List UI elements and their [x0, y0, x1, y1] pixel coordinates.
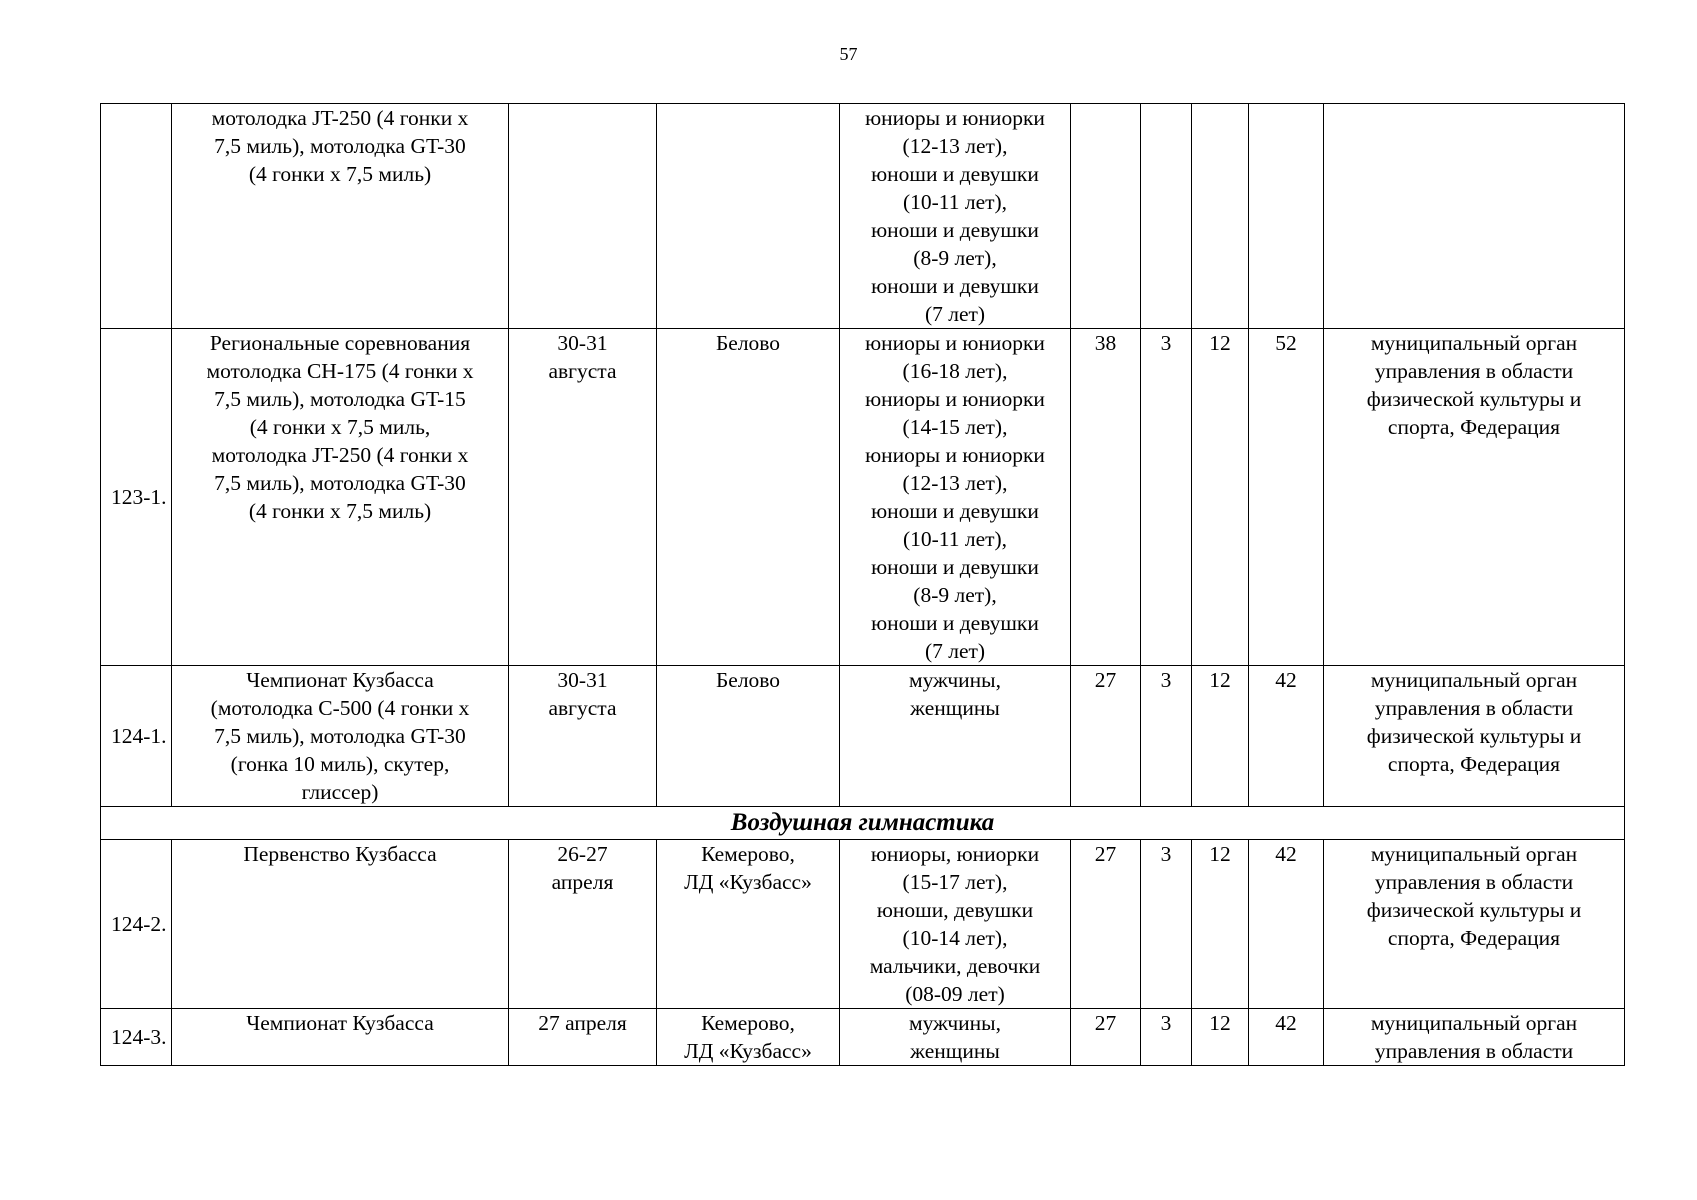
organizer-cell-line: управления в области [1374, 870, 1574, 894]
organizer-cell-line: физической культуры и [1366, 724, 1582, 748]
count-cell-2: 3 [1141, 1009, 1192, 1066]
event-name-cell-line: Чемпионат Кузбасса [246, 1011, 434, 1035]
event-dates-cell-line: 27 апреля [538, 1011, 627, 1035]
organizer-cell [1324, 329, 1625, 666]
organizer-cell-line: управления в области [1374, 1039, 1574, 1063]
event-name-cell-line: (гонка 10 миль), скутер, [230, 752, 450, 776]
participants-cell-line: юниоры, юниорки [870, 842, 1040, 866]
participants-cell-line: мужчины, [908, 668, 1002, 692]
section-heading: Воздушная гимнастика [101, 807, 1625, 840]
section-row [101, 807, 1625, 840]
participants-cell-line: (12-13 лет), [902, 471, 1008, 495]
participants-cell-line: юниоры и юниорки [865, 387, 1045, 411]
count-cell-3: 12 [1192, 840, 1249, 1009]
count-cell-1: 27 [1071, 840, 1141, 1009]
count-cell-2: 3 [1141, 329, 1192, 666]
organizer-cell-line: спорта, Федерация [1387, 926, 1561, 950]
event-place-cell-line: Кемерово, [701, 842, 795, 866]
events-table [100, 103, 1625, 1066]
count-cell-1: 38 [1071, 329, 1141, 666]
event-name-cell [172, 104, 509, 329]
count-cell-3: 12 [1192, 329, 1249, 666]
organizer-cell-line: управления в области [1374, 359, 1574, 383]
event-dates-cell-line: августа [548, 696, 617, 720]
participants-cell-line: юноши и девушки [871, 611, 1039, 635]
participants-cell-line: мальчики, девочки [869, 954, 1041, 978]
count-cell-1: 27 [1071, 1009, 1141, 1066]
count-cell-3: 12 [1192, 1009, 1249, 1066]
event-number-cell: 124-2. [101, 840, 172, 1009]
event-place-cell [657, 1009, 840, 1066]
participants-cell-line: мужчины, [908, 1011, 1002, 1035]
event-place-cell-line: ЛД «Кузбасс» [684, 1039, 812, 1063]
event-place-cell [657, 104, 840, 329]
event-name-cell-line: (мотолодка С-500 (4 гонки х [210, 696, 470, 720]
event-place-cell [657, 329, 840, 666]
participants-cell-line: юниоры и юниорки [865, 106, 1045, 130]
organizer-cell [1324, 1009, 1625, 1066]
participants-cell-line: (10-11 лет), [902, 190, 1008, 214]
organizer-cell [1324, 104, 1625, 329]
table-row [101, 840, 1625, 1009]
event-name-cell-line: (4 гонки х 7,5 миль, [249, 415, 431, 439]
participants-cell-line: юноши и девушки [871, 218, 1039, 242]
participants-cell [840, 104, 1071, 329]
organizer-cell-line: спорта, Федерация [1387, 752, 1561, 776]
event-dates-cell [509, 104, 657, 329]
participants-cell-line: (10-14 лет), [902, 926, 1008, 950]
event-dates-cell-line: 30-31 [557, 668, 608, 692]
event-name-cell [172, 666, 509, 807]
event-number-cell: 123-1. [101, 329, 172, 666]
count-cell-2: 3 [1141, 666, 1192, 807]
organizer-cell-line: физической культуры и [1366, 898, 1582, 922]
participants-cell-line: (8-9 лет), [913, 583, 997, 607]
count-cell-4 [1249, 104, 1324, 329]
event-name-cell [172, 329, 509, 666]
participants-cell-line: (12-13 лет), [902, 134, 1008, 158]
event-dates-cell-line: августа [548, 359, 617, 383]
count-cell-4: 42 [1249, 666, 1324, 807]
event-name-cell-line: 7,5 миль), мотолодка GT-30 [214, 471, 466, 495]
count-cell-2: 3 [1141, 840, 1192, 1009]
event-dates-cell [509, 666, 657, 807]
event-place-cell-line: Белово [715, 668, 781, 692]
participants-cell-line: юноши и девушки [871, 555, 1039, 579]
event-name-cell [172, 1009, 509, 1066]
participants-cell-line: (14-15 лет), [902, 415, 1008, 439]
participants-cell-line: (8-9 лет), [913, 246, 997, 270]
organizer-cell-line: физической культуры и [1366, 387, 1582, 411]
participants-cell-line: юноши и девушки [871, 162, 1039, 186]
event-name-cell-line: (4 гонки х 7,5 миль) [248, 162, 432, 186]
event-name-cell-line: 7,5 миль), мотолодка GT-30 [214, 134, 466, 158]
event-dates-cell [509, 840, 657, 1009]
participants-cell-line: женщины [910, 696, 1000, 720]
event-dates-cell-line: 26-27 [557, 842, 608, 866]
event-place-cell-line: Белово [715, 331, 781, 355]
participants-cell-line: (7 лет) [924, 302, 986, 326]
organizer-cell-line: муниципальный орган [1370, 1011, 1578, 1035]
page-number: 57 [839, 44, 858, 64]
event-name-cell-line: Чемпионат Кузбасса [246, 668, 434, 692]
organizer-cell-line: спорта, Федерация [1387, 415, 1561, 439]
participants-cell-line: юниоры и юниорки [865, 443, 1045, 467]
event-name-cell-line: (4 гонки х 7,5 миль) [248, 499, 432, 523]
event-place-cell-line: Кемерово, [701, 1011, 795, 1035]
event-name-cell-line: мотолодка JT-250 (4 гонки х [211, 106, 469, 130]
event-name-cell-line: 7,5 миль), мотолодка GT-30 [214, 724, 466, 748]
participants-cell-line: юноши, девушки [876, 898, 1034, 922]
count-cell-1: 27 [1071, 666, 1141, 807]
organizer-cell-line: муниципальный орган [1370, 842, 1578, 866]
count-cell-4: 42 [1249, 1009, 1324, 1066]
participants-cell-line: (10-11 лет), [902, 527, 1008, 551]
participants-cell-line: (08-09 лет) [905, 982, 1005, 1006]
event-name-cell-line: 7,5 миль), мотолодка GT-15 [214, 387, 466, 411]
table-row [101, 104, 1625, 329]
count-cell-4: 42 [1249, 840, 1324, 1009]
event-name-cell-line: мотолодка CH-175 (4 гонки х [206, 359, 474, 383]
count-cell-3: 12 [1192, 666, 1249, 807]
event-name-cell-line: глиссер) [301, 780, 379, 804]
participants-cell-line: юноши и девушки [871, 274, 1039, 298]
event-dates-cell [509, 1009, 657, 1066]
event-number-cell: 124-1. [101, 666, 172, 807]
event-place-cell [657, 840, 840, 1009]
organizer-cell [1324, 840, 1625, 1009]
event-number-cell [101, 104, 172, 329]
participants-cell-line: (15-17 лет), [902, 870, 1008, 894]
event-name-cell-line: Региональные соревнования [209, 331, 471, 355]
participants-cell-line: (16-18 лет), [902, 359, 1008, 383]
organizer-cell-line: управления в области [1374, 696, 1574, 720]
organizer-cell [1324, 666, 1625, 807]
participants-cell [840, 1009, 1071, 1066]
participants-cell-line: (7 лет) [924, 639, 986, 663]
participants-cell-line: юниоры и юниорки [865, 331, 1045, 355]
organizer-cell-line: муниципальный орган [1370, 331, 1578, 355]
event-name-cell-line: мотолодка JT-250 (4 гонки х [211, 443, 469, 467]
table-row [101, 329, 1625, 666]
event-name-cell [172, 840, 509, 1009]
count-cell-2 [1141, 104, 1192, 329]
event-place-cell [657, 666, 840, 807]
event-dates-cell [509, 329, 657, 666]
table-row [101, 666, 1625, 807]
count-cell-1 [1071, 104, 1141, 329]
participants-cell [840, 666, 1071, 807]
participants-cell-line: женщины [910, 1039, 1000, 1063]
participants-cell [840, 329, 1071, 666]
event-place-cell-line: ЛД «Кузбасс» [684, 870, 812, 894]
participants-cell [840, 840, 1071, 1009]
organizer-cell-line: муниципальный орган [1370, 668, 1578, 692]
participants-cell-line: юноши и девушки [871, 499, 1039, 523]
event-dates-cell-line: 30-31 [557, 331, 608, 355]
event-dates-cell-line: апреля [551, 870, 614, 894]
event-name-cell-line: Первенство Кузбасса [243, 842, 437, 866]
count-cell-4: 52 [1249, 329, 1324, 666]
event-number-cell: 124-3. [101, 1009, 172, 1066]
table-row [101, 1009, 1625, 1066]
count-cell-3 [1192, 104, 1249, 329]
